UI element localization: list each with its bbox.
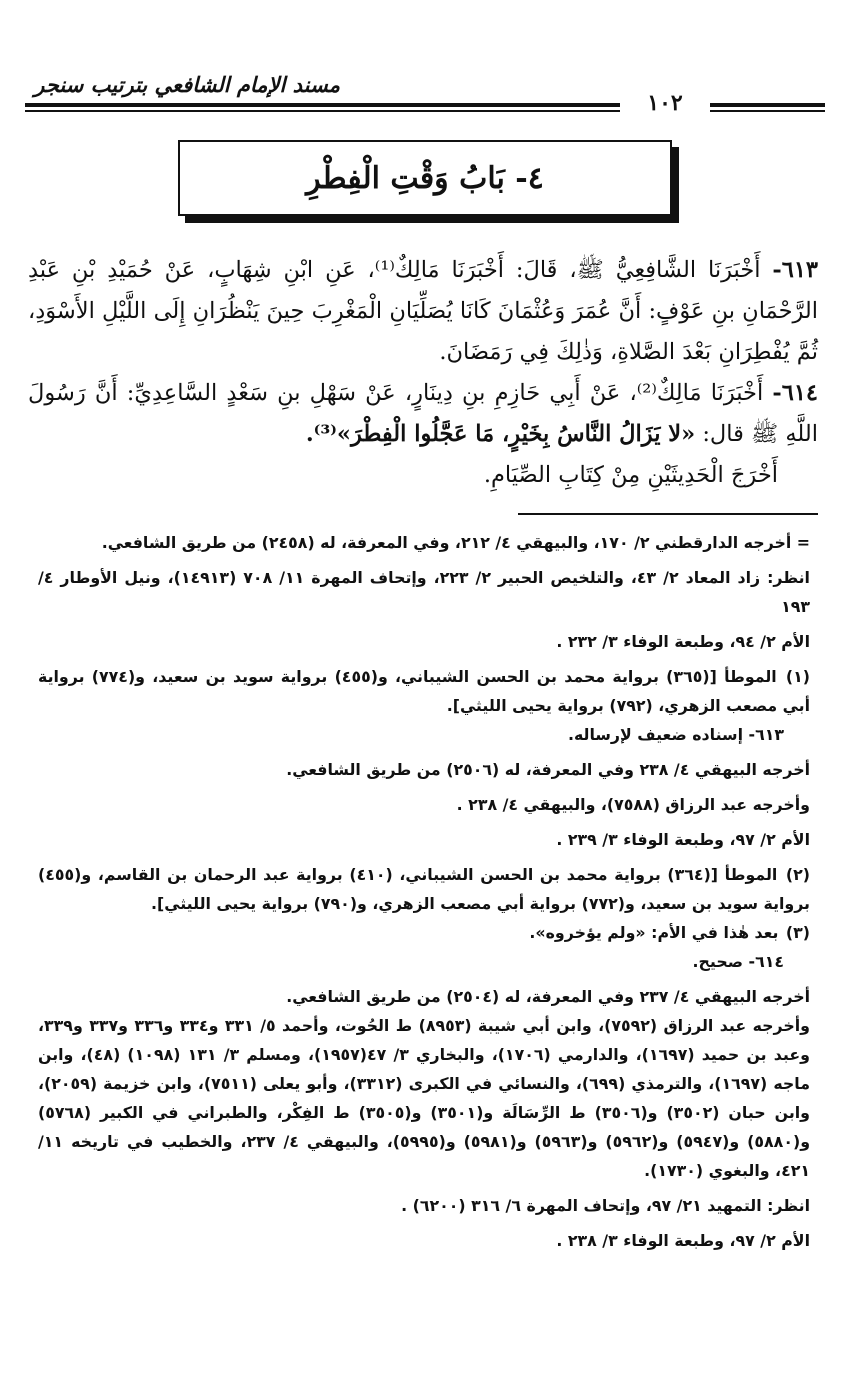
hadith-grade: ٦١٣- إسناده ضعيف لإرساله. xyxy=(567,725,784,744)
footnote-continuation: = أخرجه الدارقطني ٢/ ١٧٠، والبيهقي ٤/ ٢١٢، وفي المعرفة، له (٢٤٥٨) من طريق الشافعي. xyxy=(101,533,810,552)
hadith-quote: «لا يَزَالُ النَّاسُ بِخَيْرٍ، مَا عَجَّلُوا الْفِطْرَ»⁽³⁾. xyxy=(305,421,696,447)
header-rule-right-thick xyxy=(710,103,825,107)
hadith-grade: ٦١٤- صحيح. xyxy=(692,952,784,971)
hadith-613 xyxy=(28,250,818,373)
footnote-text: الموطأ [(٣٦٥) برواية محمد بن الحسن الشيباني، و(٤٥٥) برواية سويد بن سعيد، و(٧٧٤) برواية أبي مصعب الزهري، (٧٩٢) برواية يحيى الليثي]. xyxy=(38,667,810,715)
footnote-1 xyxy=(38,662,810,720)
header-rule-right-thin xyxy=(710,110,825,112)
hadith-text: أَخْبَرَنَا الشَّافِعِيُّ ﷺ، قَالَ: أَخْبَرَنَا مَالِكٌ⁽¹⁾، عَنِ ابْنِ شِهَابٍ، عَنْ حُمَيْدِ بْنِ عَبْدِ الرَّحْمَانِ بنِ عَوْفٍ: أَنَّ عُمَرَ وَعُثْمَانَ كَانَا يُصَلِّيَانِ الْمَغْرِبَ حِينَ يَنْظُرَانِ إِلَى اللَّيْلِ الأَسْوَدِ، ثُمَّ يُفْطِرَانِ بَعْدَ الصَّلاةِ، وَذٰلِكَ فِي رَمَضَانَ. xyxy=(28,257,818,365)
hadith-number: ٦١٣- xyxy=(772,257,818,283)
closing-line: أَخْرَجَ الْحَدِيثَيْنِ مِنْ كِتَابِ الصِّيَامِ. xyxy=(483,462,778,488)
footnote-text: بعد هٰذا في الأم: «ولم يؤخروه». xyxy=(529,923,779,942)
page-number: ١٠٢ xyxy=(647,90,683,116)
footnote-text: الموطأ [(٣٦٤) برواية محمد بن الحسن الشيباني، (٤١٠) برواية عبد الرحمان بن القاسم، و(٤٥٥) برواية سويد بن سعيد، و(٧٧٢) برواية أبي مصعب الزهري، و(٧٩٠) برواية يحيى الليثي]. xyxy=(38,865,810,913)
footnote-2 xyxy=(38,860,810,918)
footnote-reference: الأم ٢/ ٩٧، وطبعة الوفاء ٣/ ٢٣٨ . xyxy=(556,1231,810,1250)
footnote-reference: وأخرجه عبد الرزاق (٧٥٨٨)، والبيهقي ٤/ ٢٣٨ . xyxy=(456,795,810,814)
hadith-text: أَخْبَرَنَا مَالِكٌ⁽²⁾، عَنْ أَبِي حَازِمِ بنِ دِينَارٍ، عَنْ سَهْلِ بنِ سَعْدٍ السَّاعِدِيِّ: أَنَّ رَسُولَ اللَّهِ ﷺ قال: xyxy=(28,380,818,447)
footnote-continuation: الأم ٢/ ٩٤، وطبعة الوفاء ٣/ ٢٣٢ . xyxy=(556,632,810,651)
footnotes xyxy=(38,528,810,1255)
footnote-3 xyxy=(38,918,810,947)
footnote-marker: (١) xyxy=(785,667,810,686)
header-rule-thin xyxy=(25,110,620,112)
footnote-reference: وأخرجه عبد الرزاق (٧٥٩٢)، وابن أبي شيبة (٨٩٥٣) ط الحُوت، وأحمد ٥/ ٣٣١ و٣٣٤ و٣٣٦ و٣٣٧ و٣٣٩، وعبد بن حميد (١٦٩٧)، والدارمي (١٧٠٦)، والبخاري ٣/ ٤٧(١٩٥٧)، ومسلم ٣/ ١٣١ (١٠٩٨) (٤٨)، وابن ماجه (١٦٩٧)، والترمذي (٦٩٩)، والنسائي في الكبرى (٣٣١٢)، وأبو يعلى (٧٥١١)، وابن خزيمة (٢٠٥٩)، وابن حبان (٣٥٠٢) و(٣٥٠٦) ط الرِّسَالَة و(٣٥٠١) و(٣٥٠٥) ط الفِكْر، والطبراني في الكبير (٥٧٦٨) و(٥٨٨٠) و(٥٩٤٧) و(٥٩٦٢) و(٥٩٦٣) و(٥٩٨١) و(٥٩٩٥)، والبيهقي ٤/ ٢٣٧، والخطيب في تاريخه ١١/ ٤٢١، والبغوي (١٧٣٠). xyxy=(38,1016,811,1180)
footnote-continuation: انظر: زاد المعاد ٢/ ٤٣، والتلخيص الحبير ٢/ ٢٢٣، وإتحاف المهرة ١١/ ٧٠٨ (١٤٩١٣)، ونيل الأوطار ٤/ ١٩٣ xyxy=(38,568,810,616)
footnote-reference: انظر: التمهيد ٢١/ ٩٧، وإتحاف المهرة ٦/ ٣١٦ (٦٢٠٠) . xyxy=(401,1196,810,1215)
footnote-reference: أخرجه البيهقي ٤/ ٢٣٨ وفي المعرفة، له (٢٥٠٦) من طريق الشافعي. xyxy=(286,760,810,779)
chapter-title-box xyxy=(178,140,672,216)
footnote-marker: (٣) xyxy=(785,923,810,942)
hadith-614 xyxy=(28,373,818,455)
hadith-body xyxy=(28,250,818,496)
running-header-title: مسند الإمام الشافعي بترتيب سنجر xyxy=(34,72,340,97)
footnote-reference: أخرجه البيهقي ٤/ ٢٣٧ وفي المعرفة، له (٢٥٠٤) من طريق الشافعي. xyxy=(286,987,810,1006)
hadith-number: ٦١٤- xyxy=(772,380,818,406)
footnote-reference: الأم ٢/ ٩٧، وطبعة الوفاء ٣/ ٢٣٩ . xyxy=(556,830,810,849)
header-rule-thick xyxy=(25,103,620,107)
chapter-title: ٤- بَابُ وَقْتِ الْفِطْرِ xyxy=(306,160,544,196)
footnote-divider xyxy=(518,513,818,515)
footnote-marker: (٢) xyxy=(785,865,811,884)
